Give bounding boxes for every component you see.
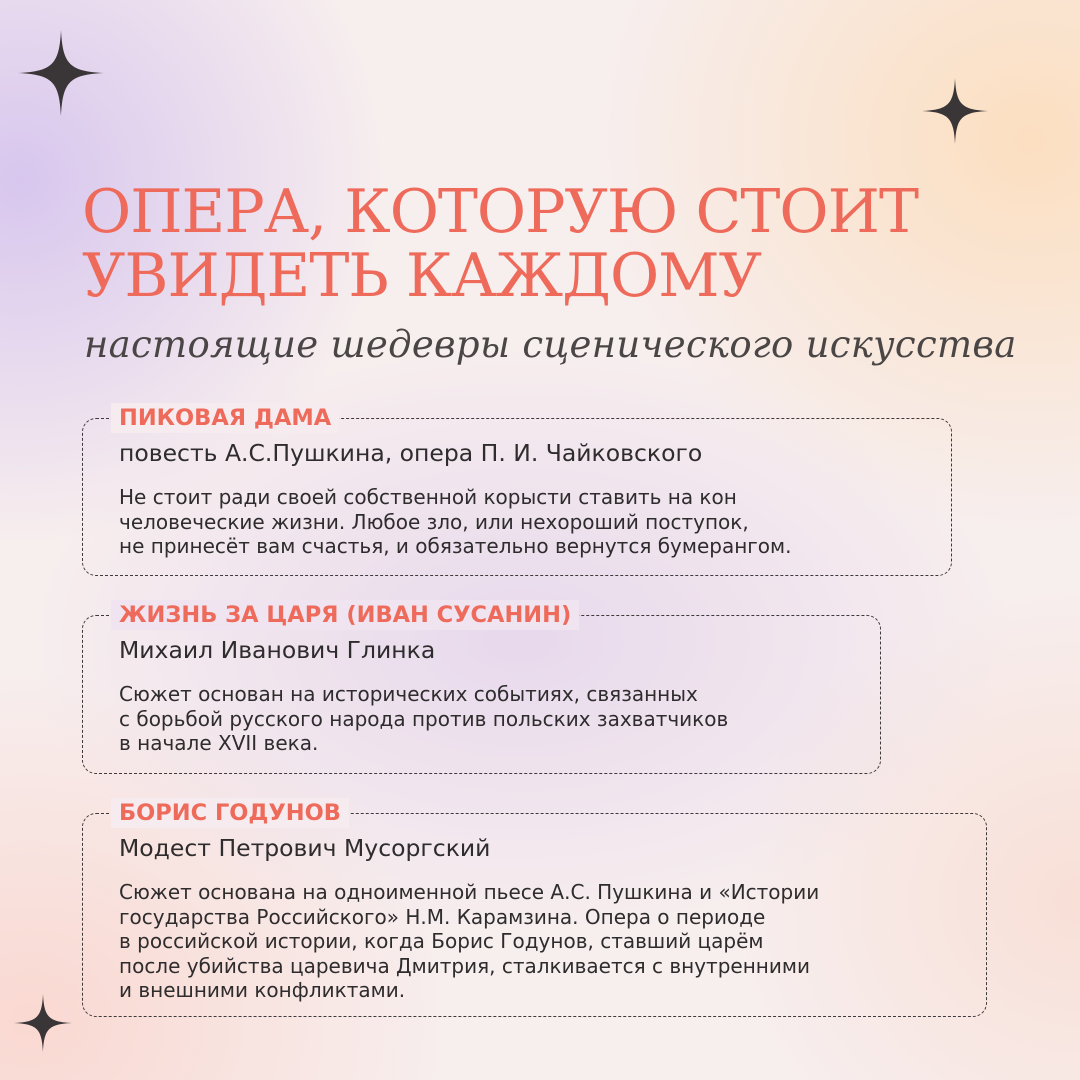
title-line: ОПЕРА, КОТОРУЮ СТОИТ — [82, 177, 918, 247]
description-line: Сюжет основан на исторических событиях, связанных — [119, 682, 698, 706]
card-author: повесть А.С.Пушкина, опера П. И. Чайковского — [119, 439, 703, 467]
description-line: не принесёт вам счастья, и обязательно вернутся бумерангом. — [119, 534, 792, 558]
card-author: Модест Петрович Мусоргский — [119, 834, 491, 862]
description-line: Сюжет основана на одноименной пьесе А.С. Пушкина и «Истории — [119, 880, 820, 904]
sparkle-icon — [922, 78, 988, 144]
opera-card-zhizn-za-tsarya — [82, 602, 881, 774]
opera-card-pikovaya-dama — [82, 405, 952, 576]
description-line: и внешними конфликтами. — [119, 978, 406, 1002]
card-title: БОРИС ГОДУНОВ — [111, 798, 349, 828]
card-description — [119, 485, 792, 559]
card-title: ПИКОВАЯ ДАМА — [111, 403, 339, 433]
description-line: Не стоит ради своей собственной корысти ставить на кон — [119, 485, 737, 509]
description-line: в начале XVII века. — [119, 731, 319, 755]
page-subtitle: настоящие шедевры сценического искусства — [84, 323, 1017, 366]
description-line: государства Российского» Н.М. Карамзина. Опера о периоде — [119, 904, 766, 929]
description-line: с борьбой русского народа против польских захватчиков — [119, 706, 729, 731]
description-line: после убийства царевича Дмитрия, сталкивается с внутренними — [119, 953, 810, 978]
page-title — [82, 177, 918, 311]
description-line: в российской истории, когда Борис Годунов, ставший царём — [119, 929, 764, 953]
description-line: человеческие жизни. Любое зло, или нехороший поступок, — [119, 509, 749, 534]
sparkle-icon — [14, 994, 72, 1052]
opera-card-boris-godunov — [82, 800, 987, 1017]
card-description — [119, 682, 728, 756]
card-title: ЖИЗНЬ ЗА ЦАРЯ (ИВАН СУСАНИН) — [111, 600, 579, 630]
card-description — [119, 880, 819, 1003]
sparkle-icon — [18, 30, 104, 116]
title-line: УВИДЕТЬ КАЖДОМУ — [82, 241, 761, 311]
card-author: Михаил Иванович Глинка — [119, 636, 436, 664]
